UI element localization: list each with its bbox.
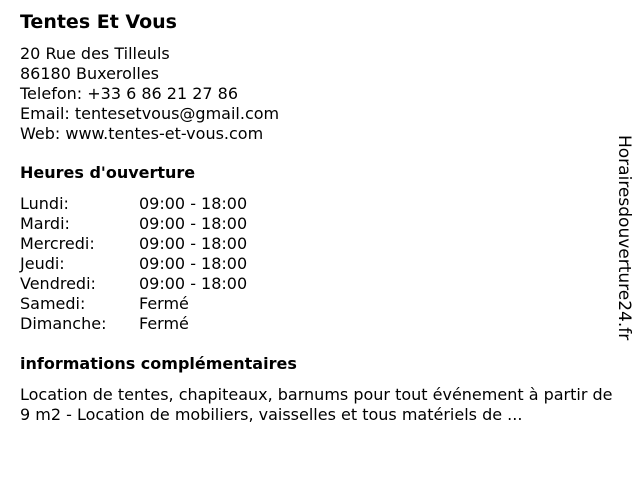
day-label: Mardi: [20, 214, 70, 233]
hours-row-friday [20, 274, 247, 294]
day-label: Vendredi: [20, 274, 96, 293]
hours-row-monday [20, 194, 247, 214]
contact-block [20, 44, 279, 144]
side-brand-watermark: Horairesdouverture24.fr [614, 135, 634, 341]
hours-row-tuesday [20, 214, 247, 234]
day-hours: 09:00 - 18:00 [139, 274, 248, 293]
day-label: Mercredi: [20, 234, 95, 253]
hours-row-wednesday [20, 234, 247, 254]
day-label: Jeudi: [20, 254, 65, 273]
day-label: Dimanche: [20, 314, 107, 333]
phone-text: Telefon: +33 6 86 21 27 86 [20, 84, 239, 103]
hours-row-thursday [20, 254, 247, 274]
day-hours: 09:00 - 18:00 [139, 214, 248, 233]
opening-hours-table [20, 194, 247, 334]
hours-row-sunday [20, 314, 247, 334]
email-text: Email: tentesetvous@gmail.com [20, 104, 280, 123]
address-city: 86180 Buxerolles [20, 64, 160, 83]
day-hours: 09:00 - 18:00 [139, 254, 248, 273]
address-street: 20 Rue des Tilleuls [20, 44, 170, 63]
day-hours: Fermé [139, 294, 189, 313]
day-hours: 09:00 - 18:00 [139, 194, 248, 213]
day-hours: Fermé [139, 314, 189, 333]
hours-row-saturday [20, 294, 247, 314]
opening-hours-heading: Heures d'ouverture [20, 163, 196, 182]
day-hours: 09:00 - 18:00 [139, 234, 248, 253]
business-description: Location de tentes, chapiteaux, barnums pour tout événement à partir de 9 m2 - Location de mobiliers, vaisselles et tous matériels de ... [20, 385, 613, 424]
business-name: Tentes Et Vous [20, 11, 177, 33]
day-label: Lundi: [20, 194, 69, 213]
day-label: Samedi: [20, 294, 86, 313]
additional-info-heading: informations complémentaires [20, 354, 297, 373]
website-text: Web: www.tentes-et-vous.com [20, 124, 264, 143]
